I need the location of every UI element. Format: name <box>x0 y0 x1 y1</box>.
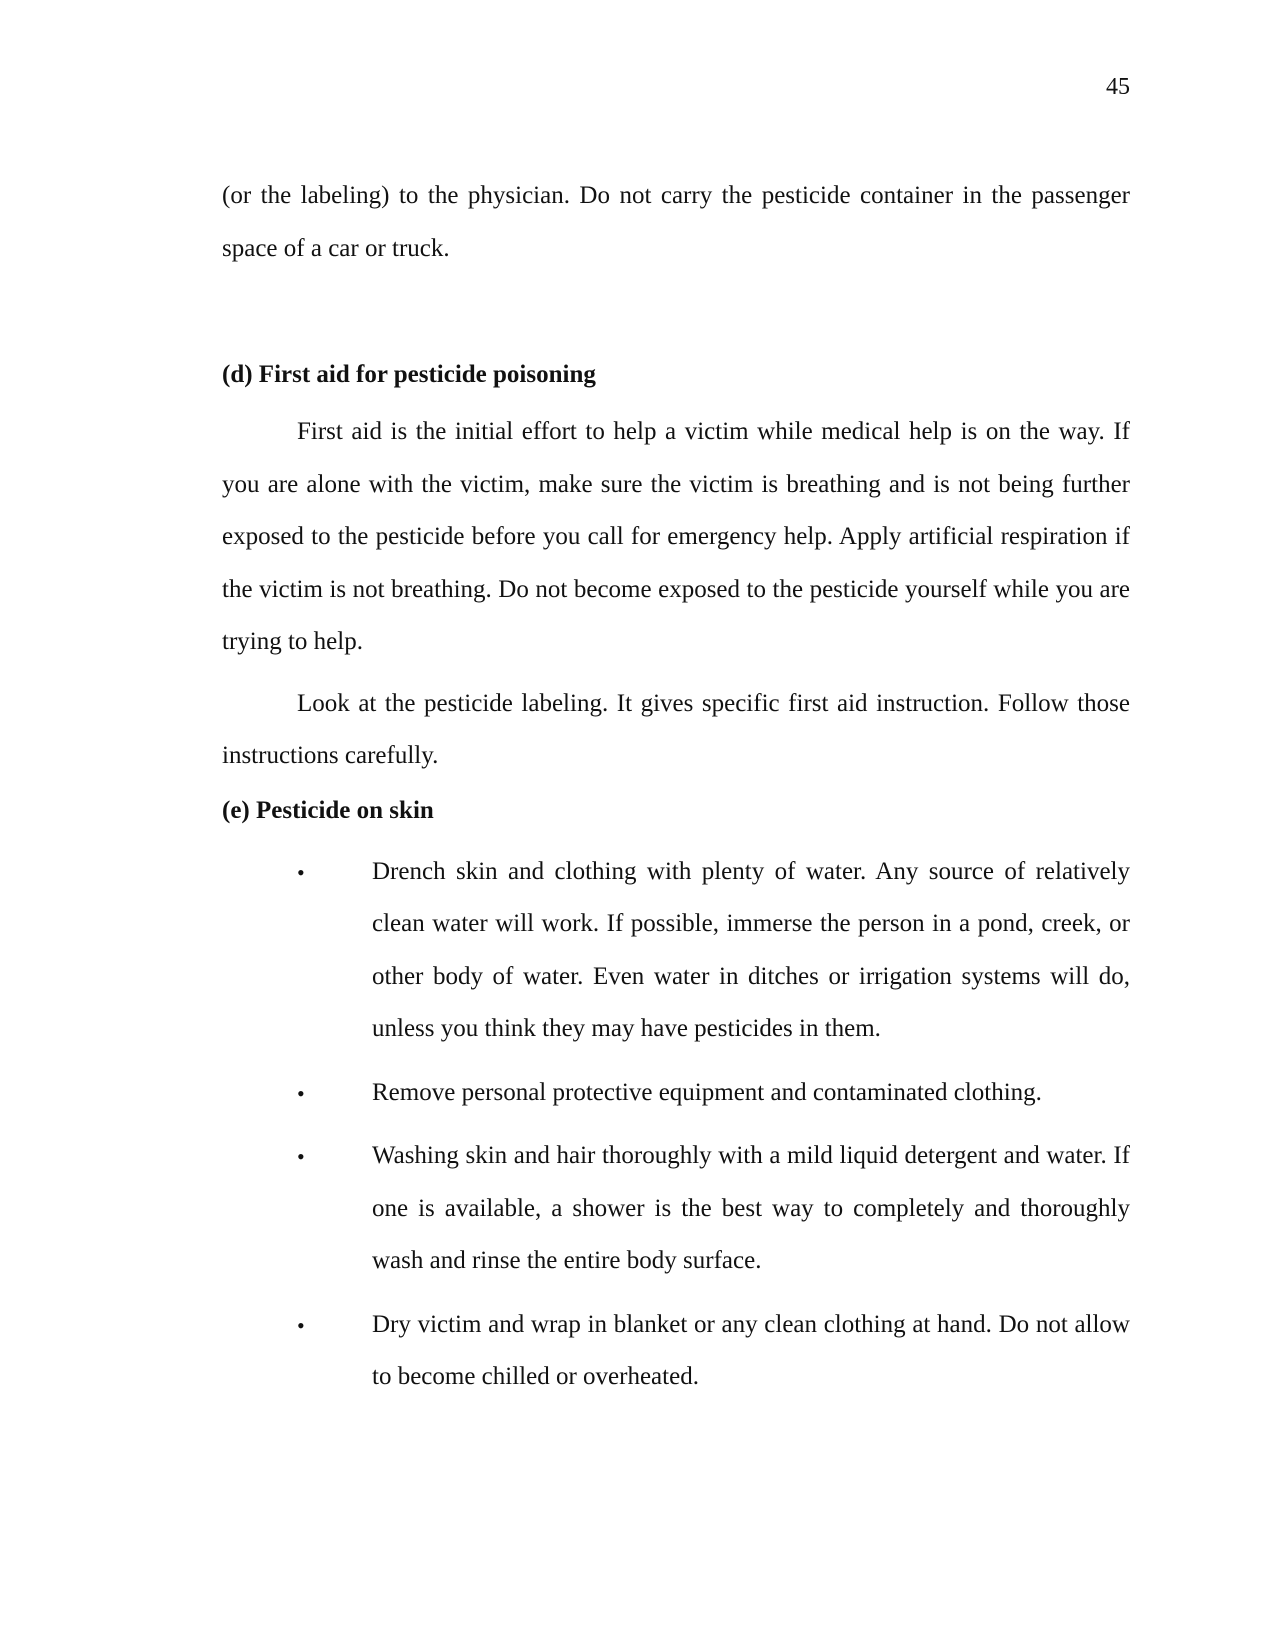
list-item-text: Washing skin and hair thoroughly with a mild liquid detergent and water. If one is available, a shower is the best way to completely and thoroughly wash and rinse the entire body surface. <box>372 1142 1130 1274</box>
section-e-bullet-list <box>222 846 1130 1404</box>
section-d-paragraph: Look at the pesticide labeling. It gives specific first aid instruction. Follow those instructions carefully. <box>222 689 1130 769</box>
section-d-paragraph: First aid is the initial effort to help a victim while medical help is on the way. If you are alone with the victim, make sure the victim is breathing and is not being further exposed to the pesticide before you call for emergency help. Apply artificial respiration if the victim is not breathing. Do not become exposed to the pesticide yourself while you are trying to help. <box>222 418 1130 655</box>
list-item-text: Remove personal protective equipment and contaminated clothing. <box>372 1078 1042 1106</box>
section-d-heading: (d) First aid for pesticide poisoning <box>222 361 596 388</box>
list-item <box>222 1299 1130 1404</box>
page-number: 45 <box>1106 74 1130 100</box>
list-item <box>222 846 1130 1056</box>
bullet-icon: • <box>297 1144 305 1169</box>
bullet-icon: • <box>297 1312 305 1338</box>
section-e-heading: (e) Pesticide on skin <box>222 796 434 824</box>
continuation-paragraph: (or the labeling) to the physician. Do not carry the pesticide container in the passenger space of a car or truck. <box>222 182 1130 262</box>
bullet-icon: • <box>297 1080 305 1106</box>
list-item <box>222 1130 1130 1288</box>
bullet-icon: • <box>297 859 305 885</box>
list-item-text: Dry victim and wrap in blanket or any clean clothing at hand. Do not allow to become chilled or overheated. <box>372 1310 1130 1390</box>
page-content <box>222 170 1130 1415</box>
list-item-text: Drench skin and clothing with plenty of water. Any source of relatively clean water will work. If possible, immerse the person in a pond, creek, or other body of water. Even water in ditches or irrigation systems will do, unless you think they may have pesticides in them. <box>372 857 1130 1042</box>
list-item <box>222 1067 1130 1120</box>
